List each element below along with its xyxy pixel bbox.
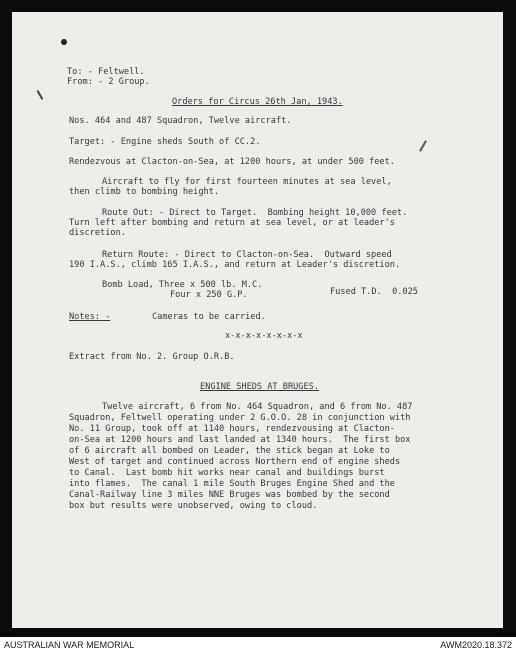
punch-hole bbox=[61, 39, 67, 45]
route-out-line-1: Route Out: - Direct to Target. Bombing height 10,000 feet. bbox=[102, 208, 408, 218]
report-line: to Canal. Last bomb hit works near canal and buildings burst bbox=[69, 468, 385, 478]
from-line: From: - 2 Group. bbox=[67, 77, 150, 87]
notes-label: Notes: - bbox=[69, 312, 111, 322]
bomb-load-line-2: Four x 250 G.P. bbox=[170, 290, 248, 300]
aircraft-line-1: Aircraft to fly for first fourteen minutes at sea level, bbox=[102, 177, 392, 187]
report-line: Twelve aircraft, 6 from No. 464 Squadron, and 6 from No. 487 bbox=[102, 402, 413, 412]
document-page bbox=[12, 12, 503, 628]
section-heading: ENGINE SHEDS AT BRUGES. bbox=[200, 382, 319, 392]
aircraft-line-2: then climb to bombing height. bbox=[69, 187, 220, 197]
return-route-line-2: 190 I.A.S., climb 165 I.A.S., and return at Leader's discretion. bbox=[69, 260, 401, 270]
report-line: West of target and continued across Northern end of engine sheds bbox=[69, 457, 401, 467]
separator: x-x-x-x-x-x-x-x bbox=[225, 331, 303, 341]
footer-institution: AUSTRALIAN WAR MEMORIAL bbox=[4, 640, 135, 650]
rendezvous-line: Rendezvous at Clacton-on-Sea, at 1200 hours, at under 500 feet. bbox=[69, 157, 395, 167]
route-out-line-3: discretion. bbox=[69, 228, 126, 238]
target-line: Target: - Engine sheds South of CC.2. bbox=[69, 137, 261, 147]
report-line: into flames. The canal 1 mile South Bruges Engine Shed and the bbox=[69, 479, 395, 489]
report-line: box but results were unobserved, owing to cloud. bbox=[69, 501, 318, 511]
squadron-line: Nos. 464 and 487 Squadron, Twelve aircraft. bbox=[69, 116, 292, 126]
fused-line: Fused T.D. 0.025 bbox=[330, 287, 418, 297]
report-line: No. 11 Group, took off at 1140 hours, rendezvousing at Clacton- bbox=[69, 424, 395, 434]
extract-line: Extract from No. 2. Group O.R.B. bbox=[69, 352, 235, 362]
report-line: on-Sea at 1200 hours and last landed at 1340 hours. The first box bbox=[69, 435, 411, 445]
footer-accession-number: AWM2020.18.372 bbox=[440, 640, 512, 650]
route-out-line-2: Turn left after bombing and return at sea level, or at leader's bbox=[69, 218, 395, 228]
pencil-mark bbox=[37, 90, 44, 100]
pencil-tick bbox=[419, 140, 427, 151]
report-line: Canal-Railway line 3 miles NNE Bruges was bombed by the second bbox=[69, 490, 390, 500]
return-route-line-1: Return Route: - Direct to Clacton-on-Sea. Outward speed bbox=[102, 250, 392, 260]
orders-heading: Orders for Circus 26th Jan, 1943. bbox=[172, 97, 343, 107]
report-line: Squadron, Feltwell operating under 2 G.O.O. 28 in conjunction with bbox=[69, 413, 411, 423]
notes-text: Cameras to be carried. bbox=[152, 312, 266, 322]
report-line: of 6 aircraft all bombed on Leader, the stick began at Loke to bbox=[69, 446, 390, 456]
bomb-load-line-1: Bomb Load, Three x 500 lb. M.C. bbox=[102, 280, 263, 290]
to-line: To: - Feltwell. bbox=[67, 67, 145, 77]
archive-footer bbox=[0, 637, 516, 653]
